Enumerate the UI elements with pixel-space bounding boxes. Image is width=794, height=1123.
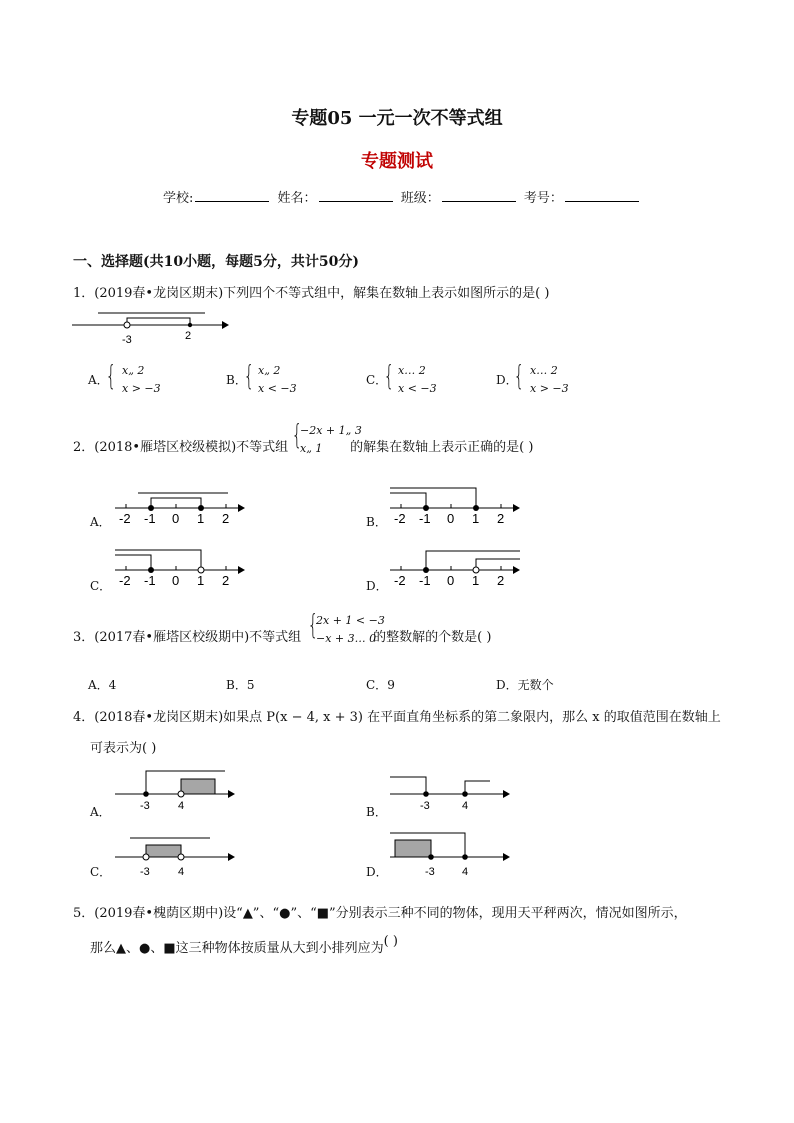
svg-text:-1: -1: [144, 511, 156, 526]
svg-text:-2: -2: [394, 573, 406, 588]
q4-option-a-letter: A．: [90, 805, 111, 819]
svg-text:1: 1: [197, 511, 205, 526]
q1-label-neg3: -3: [122, 334, 132, 345]
q2-option-c-line[interactable]: [110, 545, 250, 590]
q3-option-b[interactable]: B．5: [226, 678, 255, 692]
q4-stem-line1: 4．(2018春•龙岗区期末)如果点 P(x − 4, x + 3) 在平面直角坐标系的第二象限内，那么 x 的取值范围在数轴上: [73, 710, 721, 725]
svg-text:-2: -2: [119, 511, 131, 526]
q3-stem: 3．(2017春•雁塔区校级期中)不等式组 的整数解的个数是( ): [73, 630, 492, 645]
q2-option-a-letter: A．: [90, 515, 111, 529]
name-label: 姓名：: [277, 191, 317, 206]
school-blank[interactable]: [195, 189, 269, 202]
section-heading: 一、选择题(共10小题，每题5分，共计50分): [73, 254, 359, 270]
q3-system: 2x + 1 < −3 −x + 3… 0: [316, 614, 385, 645]
q5-stem-line1: 5．(2019春•槐荫区期中)设“▲”、“●”、“■”分别表示三种不同的物体，现用天平秤两次，情况如图所示，: [73, 906, 687, 921]
class-blank[interactable]: [442, 189, 516, 202]
class-label: 班级：: [400, 191, 440, 206]
svg-text:4: 4: [462, 866, 469, 878]
brace-icon: {: [383, 359, 395, 392]
q2-option-d-line[interactable]: [385, 545, 525, 590]
svg-text:2: 2: [497, 573, 505, 588]
svg-text:-1: -1: [419, 573, 431, 588]
q3-option-a[interactable]: A．4: [88, 678, 117, 692]
brace-icon: {: [307, 608, 319, 641]
exam-number-blank[interactable]: [565, 189, 639, 202]
brace-icon: {: [105, 359, 117, 392]
q4-stem-line2: 可表示为( ): [90, 741, 157, 756]
svg-text:-1: -1: [144, 573, 156, 588]
svg-text:-2: -2: [119, 573, 131, 588]
q3-option-d[interactable]: D．无数个: [496, 678, 554, 692]
svg-text:-3: -3: [420, 800, 430, 812]
q4-option-b-letter: B．: [366, 805, 387, 819]
q2-option-c-letter: C．: [90, 579, 112, 593]
brace-icon: {: [291, 418, 303, 451]
q4-option-c-letter: C．: [90, 865, 112, 879]
q2-system: −2x + 1„ 3 x„ 1: [300, 424, 362, 455]
svg-text:2: 2: [222, 573, 230, 588]
school-label: 学校:: [163, 191, 194, 206]
svg-text:0: 0: [172, 511, 180, 526]
student-info-row: [163, 187, 643, 206]
svg-text:0: 0: [172, 573, 180, 588]
q3-option-c[interactable]: C．9: [366, 678, 395, 692]
svg-text:4: 4: [178, 866, 185, 878]
svg-text:1: 1: [472, 573, 480, 588]
svg-text:-3: -3: [140, 866, 150, 878]
q4-option-c-line[interactable]: [110, 828, 240, 878]
q2-option-a-line[interactable]: [110, 483, 250, 528]
svg-text:1: 1: [197, 573, 205, 588]
q5-stem-line2: 那么▲、●、■这三种物体按质量从大到小排列应为( ): [90, 934, 398, 956]
q2-stem: 2．(2018•雁塔区校级模拟)不等式组 的解集在数轴上表示正确的是( ): [73, 440, 534, 455]
svg-text:2: 2: [497, 511, 505, 526]
q1-label-2: 2: [185, 330, 192, 342]
svg-text:-2: -2: [394, 511, 406, 526]
svg-text:-3: -3: [140, 800, 150, 812]
svg-text:2: 2: [222, 511, 230, 526]
name-blank[interactable]: [319, 189, 393, 202]
svg-text:0: 0: [447, 573, 455, 588]
page-subtitle: 专题测试: [361, 151, 433, 172]
brace-icon: {: [243, 359, 255, 392]
q2-option-b-line[interactable]: [385, 483, 525, 528]
svg-text:0: 0: [447, 511, 455, 526]
page-title: 专题05 一元一次不等式组: [291, 108, 503, 129]
svg-text:-1: -1: [419, 511, 431, 526]
svg-text:4: 4: [462, 800, 469, 812]
svg-text:1: 1: [472, 511, 480, 526]
svg-text:-3: -3: [425, 866, 435, 878]
q1-stem: 1．(2019春•龙岗区期末)下列四个不等式组中，解集在数轴上表示如图所示的是( ): [73, 286, 550, 301]
q1-number-line: [72, 305, 232, 345]
q2-option-b-letter: B．: [366, 515, 387, 529]
q4-option-d-line[interactable]: [385, 828, 515, 878]
q4-option-b-line[interactable]: [385, 765, 515, 815]
q4-option-a-line[interactable]: [110, 765, 240, 815]
q4-option-d-letter: D．: [366, 865, 388, 879]
svg-text:4: 4: [178, 800, 185, 812]
q2-option-d-letter: D．: [366, 579, 388, 593]
brace-icon: {: [513, 359, 525, 392]
exam-number-label: 考号：: [523, 191, 563, 206]
